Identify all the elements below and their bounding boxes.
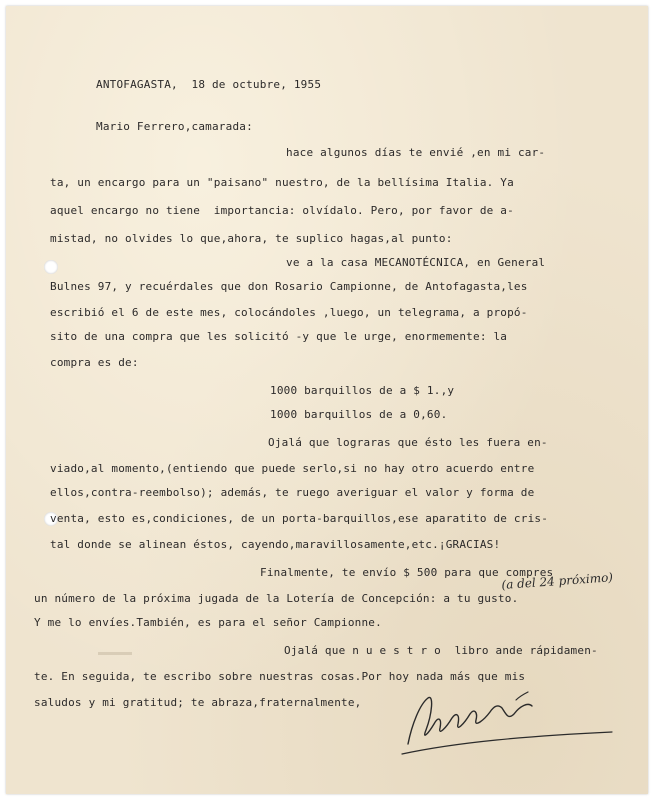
signature-stroke	[408, 697, 532, 744]
punch-hole	[44, 260, 58, 274]
body-line: Bulnes 97, y recuérdales que don Rosario Campionne, de Antofagasta,les	[50, 280, 528, 293]
handwritten-note: (a del 24 próximo)	[501, 570, 614, 592]
body-line: mistad, no olvides lo que,ahora, te suplico hagas,al punto:	[50, 232, 453, 245]
body-line: ta, un encargo para un "paisano" nuestro, de la bellísima Italia. Ya	[50, 176, 514, 189]
order-item: 1000 barquillos de a 0,60.	[270, 408, 448, 421]
paper-mark	[98, 652, 132, 655]
body-line: Y me lo envíes.También, es para el señor Campionne.	[34, 616, 382, 629]
closing-line: saludos y mi gratitud; te abraza,fraternalmente,	[34, 696, 362, 709]
dateline: ANTOFAGASTA, 18 de octubre, 1955	[96, 78, 322, 91]
body-line: sito de una compra que les solicitó -y que le urge, enormemente: la	[50, 330, 508, 343]
order-item: 1000 barquillos de a $ 1.,y	[270, 384, 455, 397]
body-line: hace algunos días te envié ,en mi car-	[286, 146, 546, 159]
body-line: te. En seguida, te escribo sobre nuestras cosas.Por hoy nada más que mis	[34, 670, 526, 683]
body-line: ellos,contra-reembolso); además, te ruego averiguar el valor y forma de	[50, 486, 535, 499]
salutation: Mario Ferrero,camarada:	[96, 120, 253, 133]
body-line: tal donde se alinean éstos, cayendo,maravillosamente,etc.¡GRACIAS!	[50, 538, 501, 551]
letter-page	[6, 6, 648, 794]
body-line: compra es de:	[50, 356, 139, 369]
signature	[398, 684, 618, 756]
body-line: Ojalá que lograras que ésto les fuera en-	[268, 436, 548, 449]
body-line: Ojalá que n u e s t r o libro ande rápidamen-	[284, 644, 598, 657]
body-line: un número de la próxima jugada de la Lotería de Concepción: a tu gusto.	[34, 592, 519, 605]
body-line: Finalmente, te envío $ 500 para que compres	[260, 566, 554, 579]
body-line: aquel encargo no tiene importancia: olvídalo. Pero, por favor de a-	[50, 204, 514, 217]
body-line: ve a la casa MECANOTÉCNICA, en General	[286, 256, 546, 269]
body-line: venta, esto es,condiciones, de un porta-barquillos,ese aparatito de cris-	[50, 512, 549, 525]
body-line: viado,al momento,(entiendo que puede serlo,si no hay otro acuerdo entre	[50, 462, 535, 475]
signature-underline	[402, 732, 612, 754]
body-line: escribió el 6 de este mes, colocándoles ,luego, un telegrama, a propó-	[50, 306, 528, 319]
signature-accent	[516, 692, 528, 700]
